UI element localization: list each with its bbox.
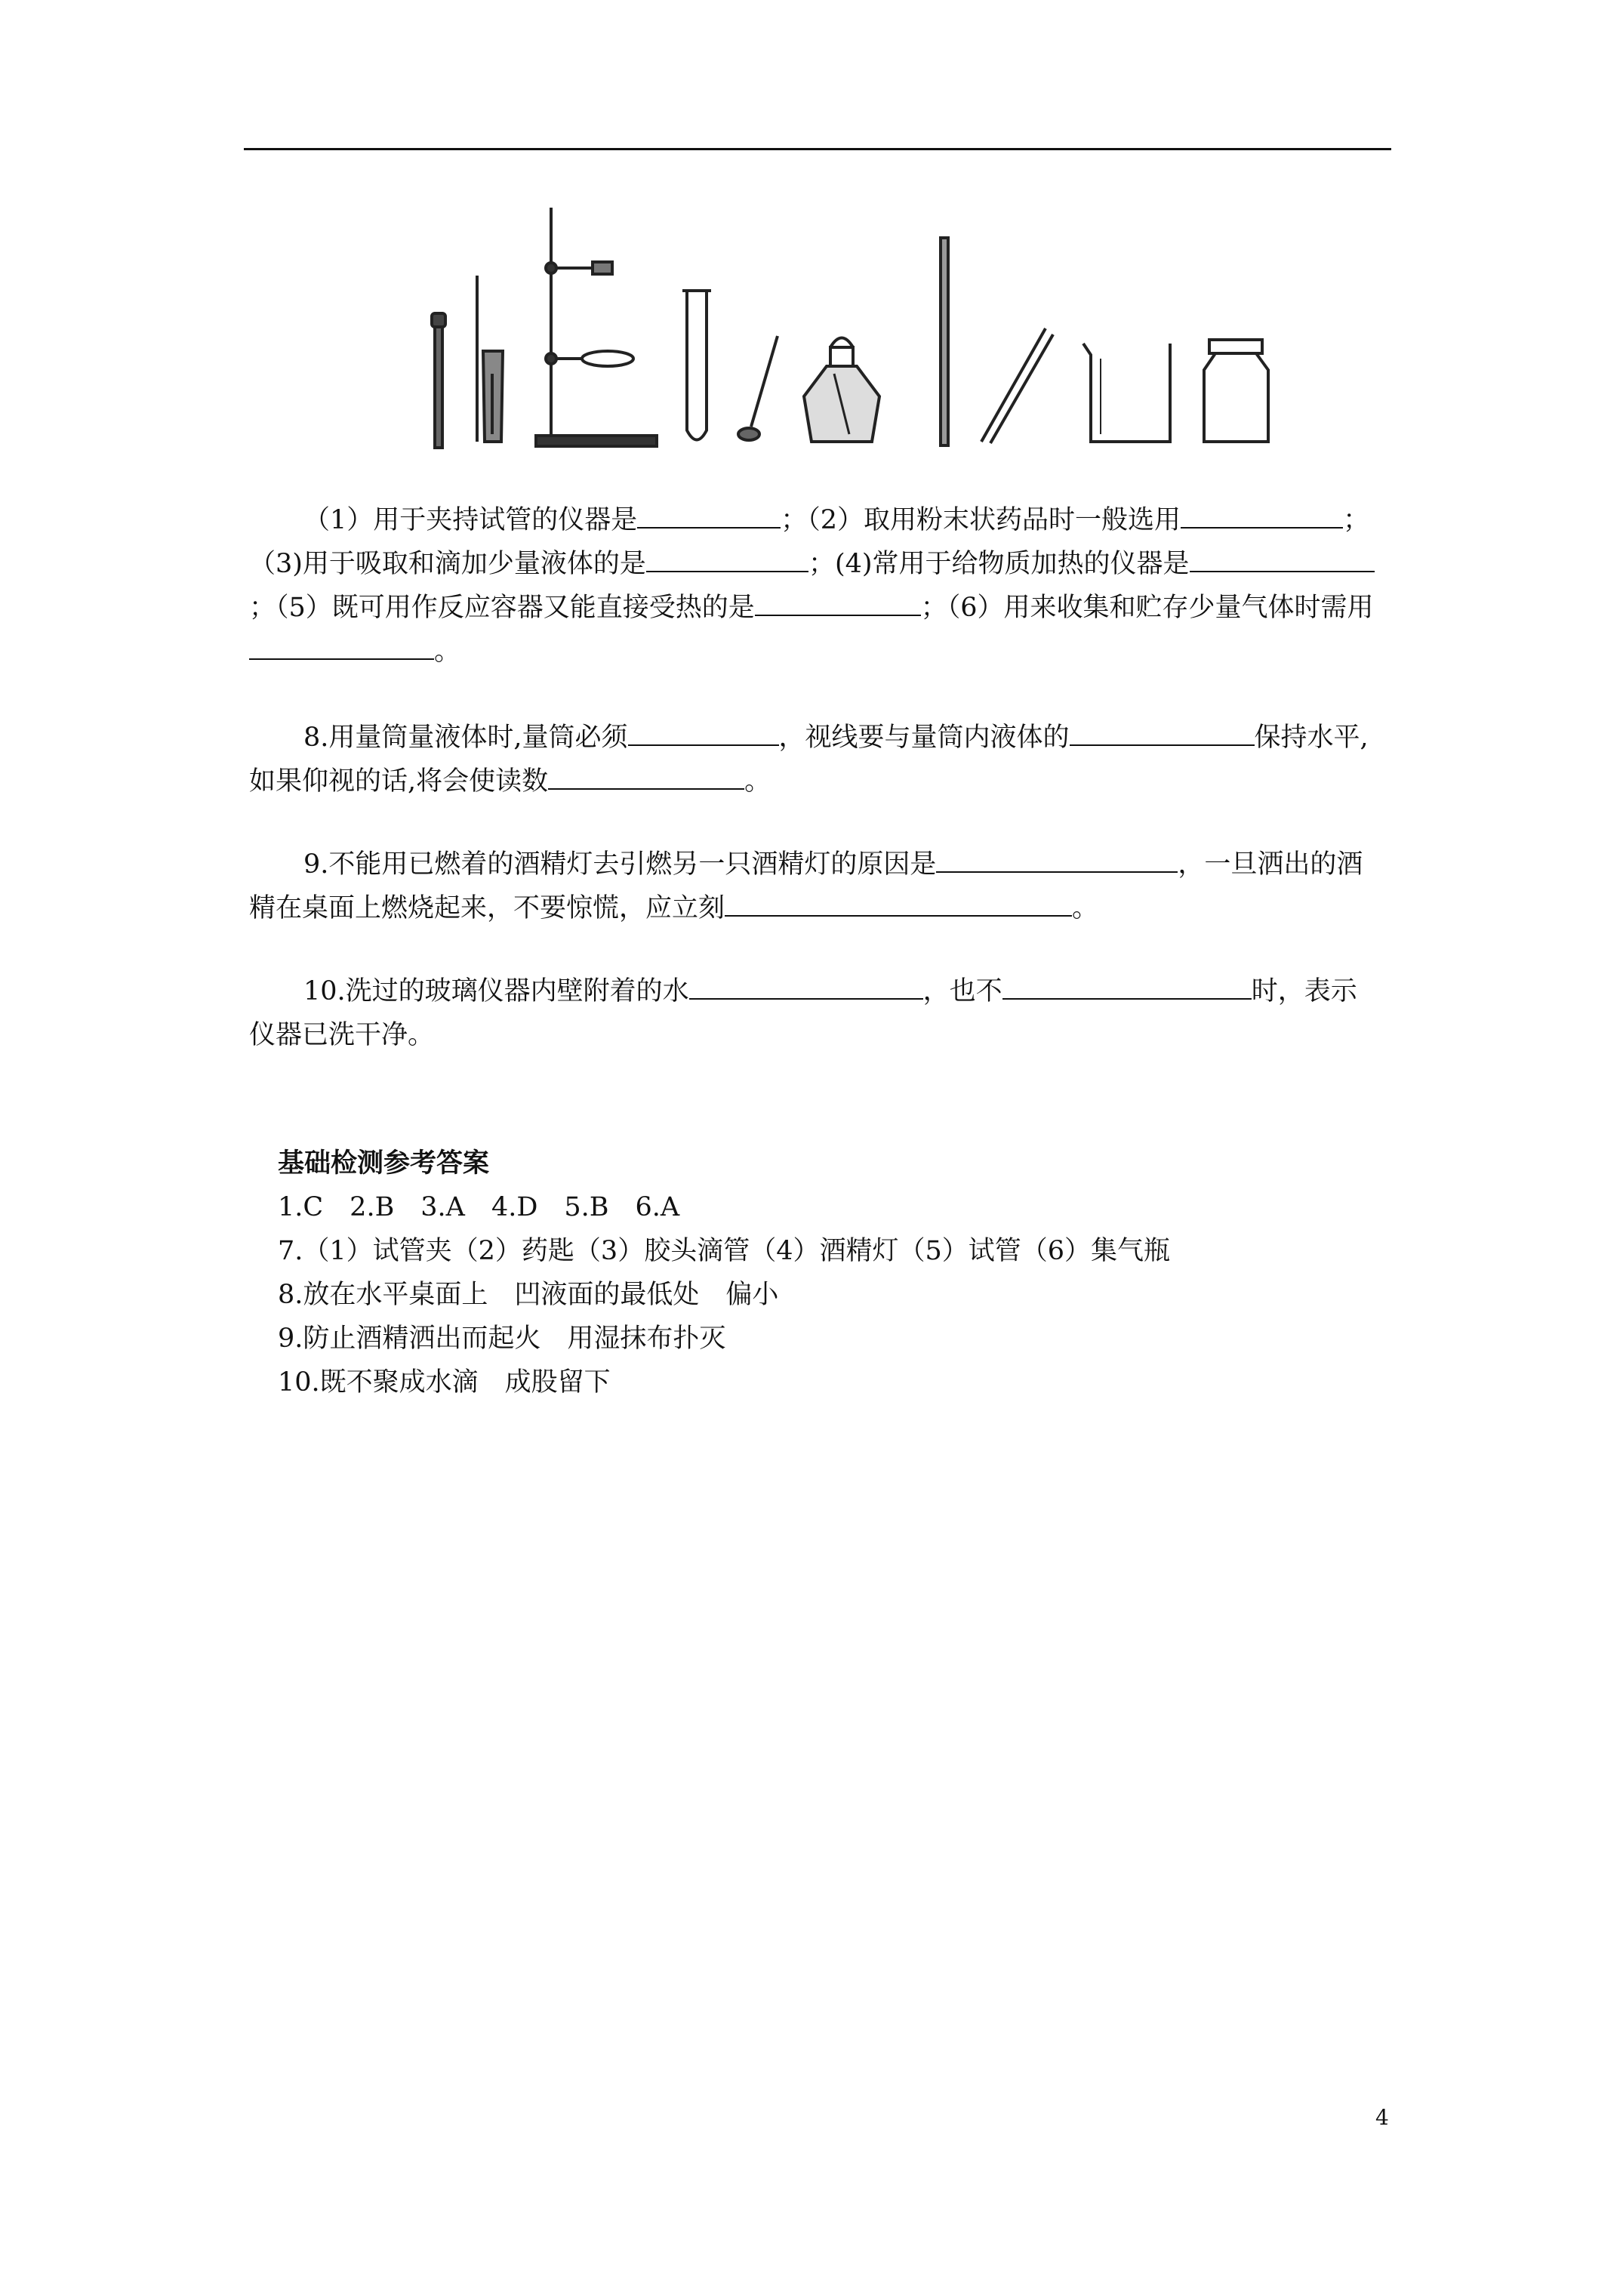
answer-line: 7.（1）试管夹（2）药匙（3）胶头滴管（4）酒精灯（5）试管（6）集气瓶 — [278, 1236, 1171, 1266]
q9-text-1: 9.不能用已燃着的酒精灯去引燃另一只酒精灯的原因是 — [303, 849, 937, 880]
answer-blank[interactable] — [1002, 971, 1252, 1000]
answer-blank[interactable] — [548, 761, 744, 790]
lab-apparatus-illustration — [408, 193, 1306, 457]
answer-blank[interactable] — [637, 500, 781, 529]
q7-text-5: ；（5）既可用作反应容器又能直接受热的是 — [249, 593, 755, 623]
answer-blank[interactable] — [1181, 500, 1343, 529]
answer-blank[interactable] — [755, 587, 921, 616]
answer-blank[interactable] — [249, 631, 434, 660]
iron-stand-icon — [536, 208, 657, 446]
beaker-icon — [1083, 344, 1170, 442]
answer-blank[interactable] — [689, 971, 923, 1000]
test-tube-icon — [682, 291, 711, 440]
answer-blank[interactable] — [646, 544, 808, 572]
question-7 — [249, 498, 1381, 673]
question-8 — [249, 716, 1381, 803]
q10-text-1: 10.洗过的玻璃仪器内壁附着的水 — [303, 976, 689, 1006]
alcohol-lamp-icon — [804, 338, 879, 442]
answer-key — [278, 1142, 1170, 1404]
q8-text-1: 8.用量筒量液体时,量筒必须 — [303, 723, 628, 753]
answer-blank[interactable] — [725, 888, 1072, 917]
answer-line: 8.放在水平桌面上 凹液面的最低处 偏小 — [278, 1280, 779, 1310]
glass-rod-icon — [941, 238, 948, 445]
header-rule — [244, 148, 1391, 150]
q8-text-2: ，视线要与量筒内液体的 — [778, 723, 1070, 753]
q7-end: 。 — [434, 636, 461, 667]
answer-blank[interactable] — [936, 844, 1178, 873]
q7-text-2: ；（2）取用粉末状药品时一般选用 — [781, 505, 1181, 535]
answer-blank[interactable] — [1070, 717, 1255, 746]
question-10 — [249, 969, 1381, 1057]
q7-text-6: ；（6）用来收集和贮存少量气体时需用 — [920, 593, 1374, 623]
test-tube-holder-icon — [477, 276, 503, 442]
answer-blank[interactable] — [628, 717, 779, 746]
answer-key-title: 基础检测参考答案 — [278, 1148, 490, 1179]
answer-line: 9.防止酒精洒出而起火 用湿抹布扑灭 — [278, 1324, 726, 1354]
tweezers-icon — [981, 328, 1053, 443]
q7-text-4: ；(4)常用于给物质加热的仪器是 — [808, 549, 1190, 579]
q8-end: 。 — [744, 766, 771, 797]
q8-text-3: 保持水平,如果仰视的话,将会使读数 — [249, 723, 1369, 797]
answer-line: 1.C 2.B 3.A 4.D 5.B 6.A — [278, 1192, 680, 1222]
spatula-icon — [738, 336, 778, 440]
q10-text-2: ，也不 — [922, 976, 1002, 1006]
q7-text-3: ；（3)用于吸取和滴加少量液体的是 — [249, 505, 1370, 579]
question-9 — [249, 843, 1381, 930]
q7-text-1: （1）用于夹持试管的仪器是 — [303, 505, 638, 535]
q9-text-2: ，一旦洒出的酒精在桌面上燃烧起来，不要惊慌，应立刻 — [249, 849, 1363, 923]
q9-end: 。 — [1072, 893, 1099, 923]
q10-text-3: 时，表示仪器已洗干净。 — [249, 976, 1357, 1050]
gas-bottle-icon — [1204, 340, 1268, 442]
dropper-icon — [432, 313, 445, 448]
answer-blank[interactable] — [1190, 544, 1375, 572]
answer-line: 10.既不聚成水滴 成股留下 — [278, 1367, 611, 1398]
page-number: 4 — [1375, 2105, 1389, 2130]
lab-apparatus-figure — [408, 193, 1306, 457]
